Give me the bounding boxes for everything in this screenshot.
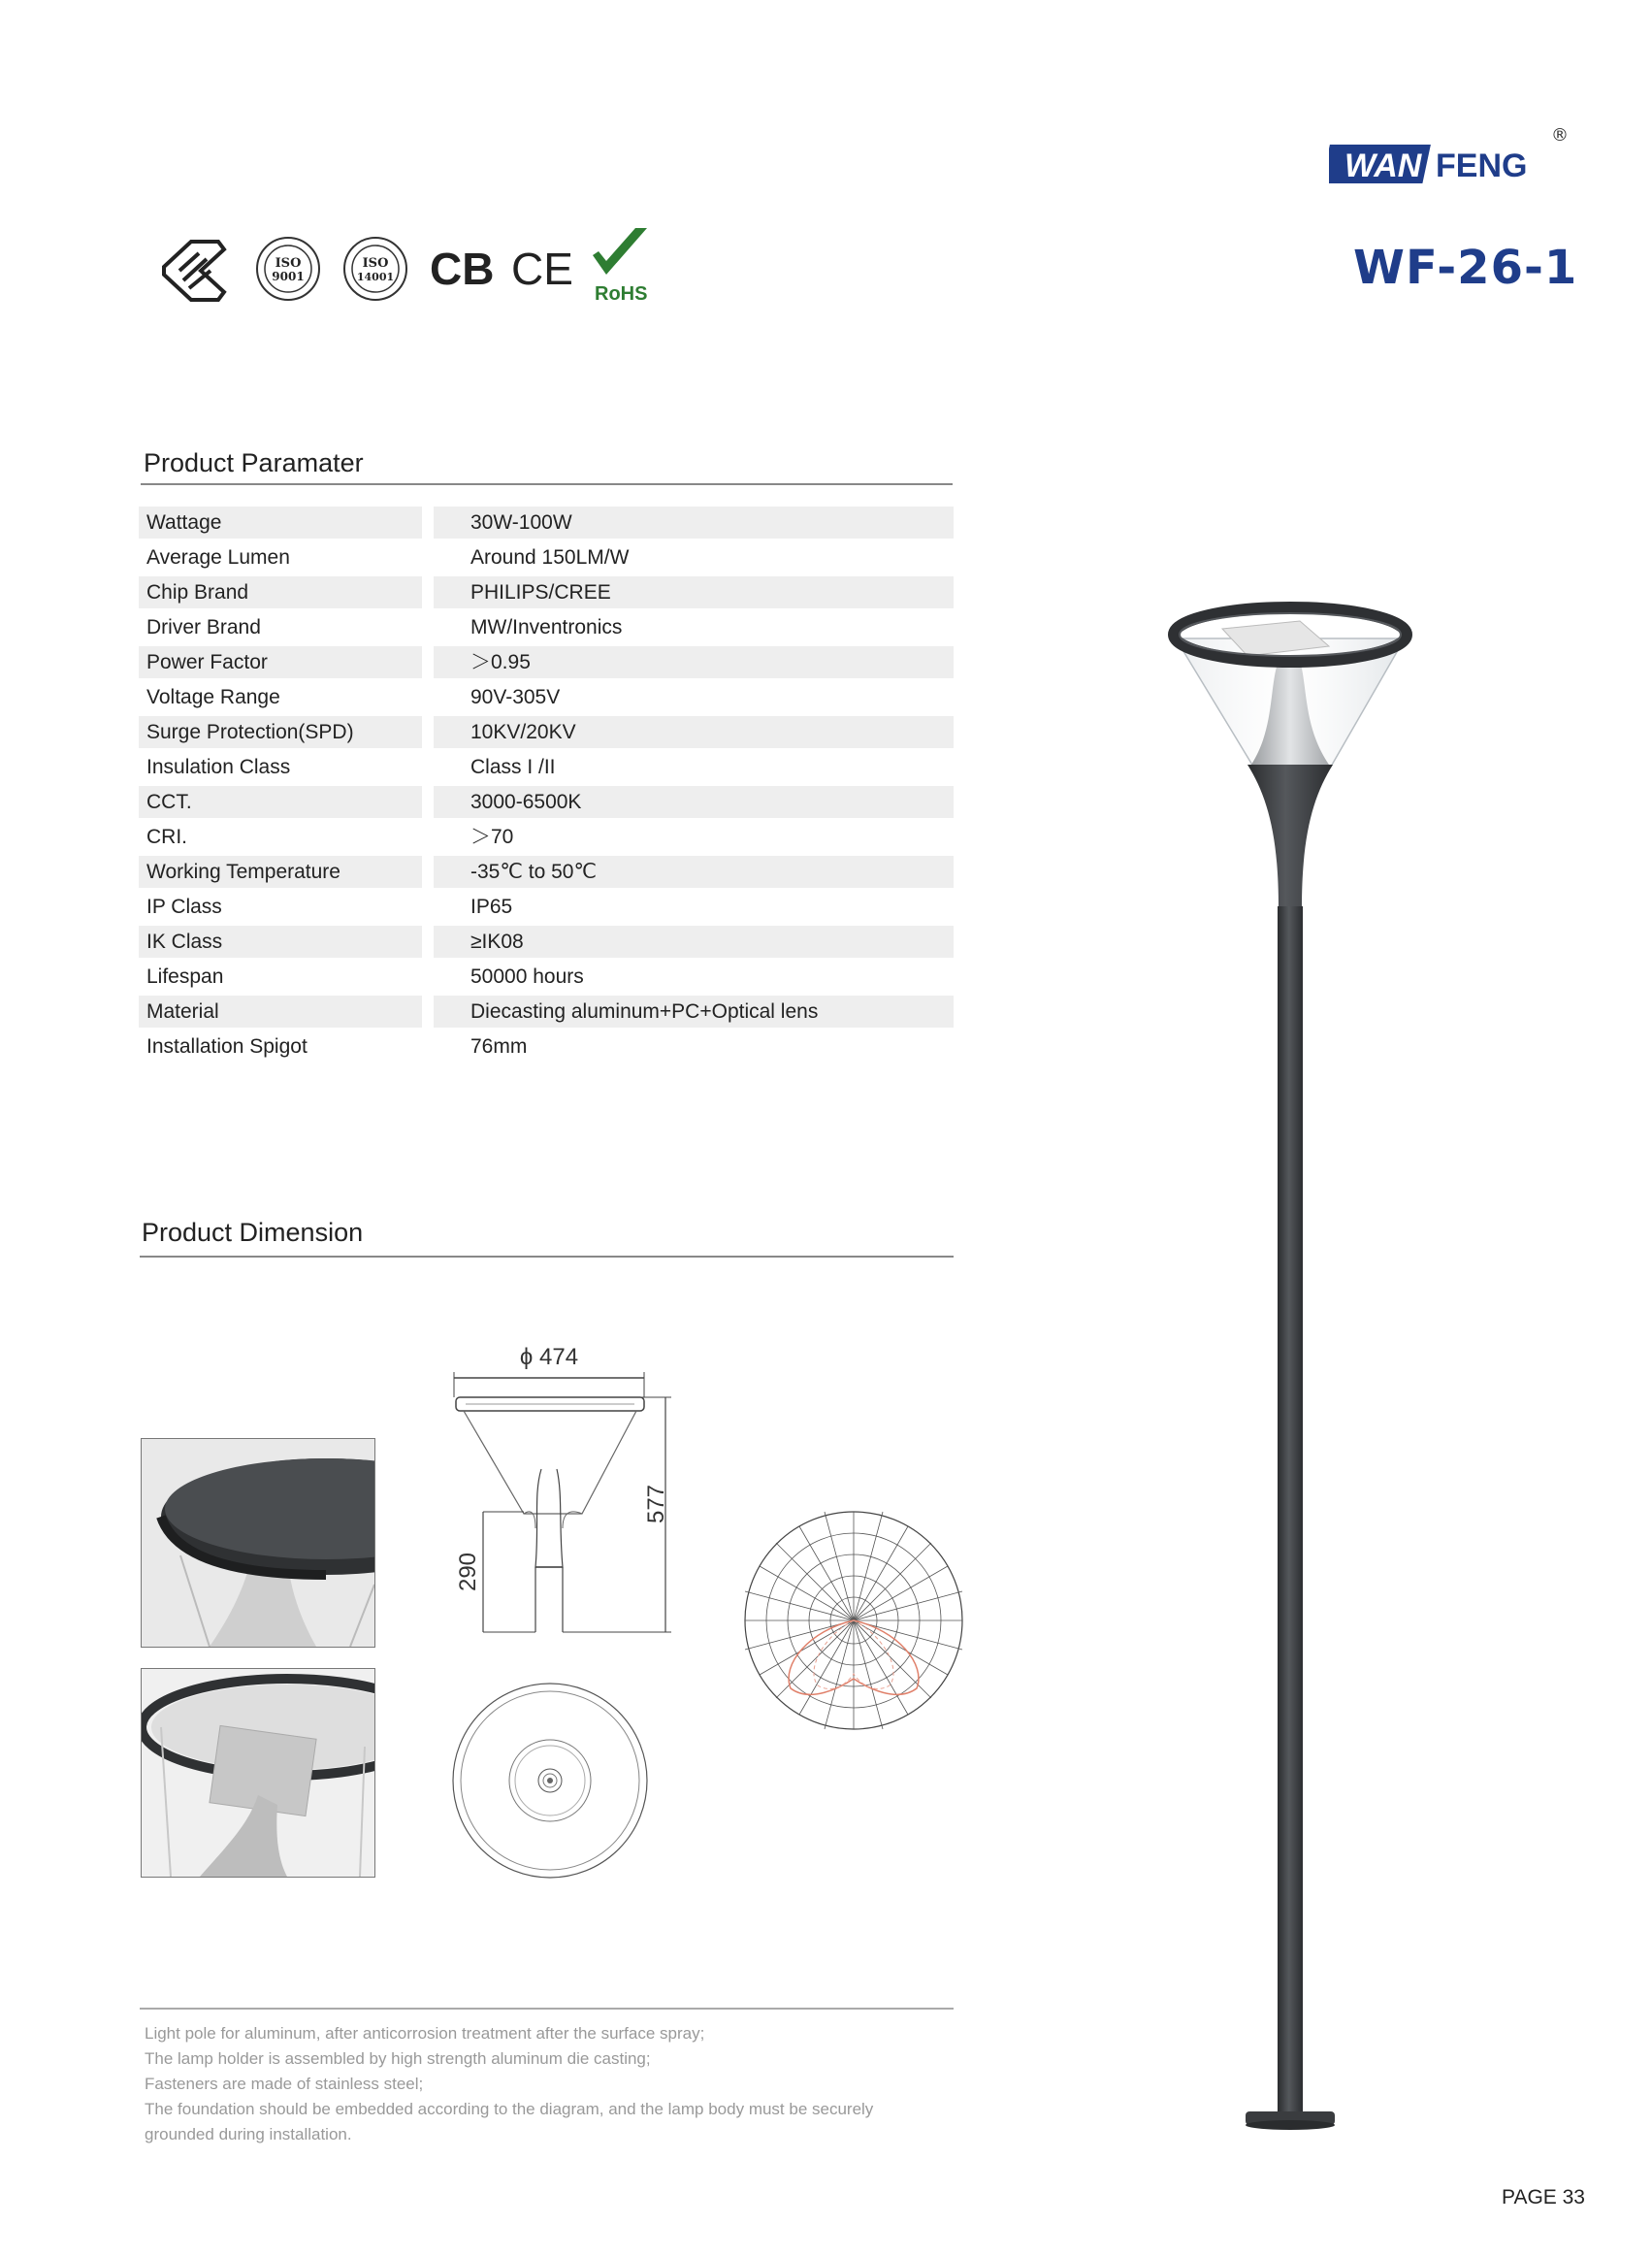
table-row [139,751,954,786]
height-label: 577 [643,1484,669,1524]
param-label: Chip Brand [139,576,422,608]
param-value: 3000-6500K [434,786,954,818]
svg-text:ISO: ISO [362,256,389,271]
param-value: Around 150LM/W [470,546,630,569]
param-value: MW/Inventronics [470,616,623,638]
param-value: PHILIPS/CREE [434,576,954,608]
pole-shaft [1278,906,1303,2115]
installation-notes [145,2021,959,2147]
param-value: ≥IK08 [434,926,954,958]
svg-text:RoHS: RoHS [595,283,648,305]
plan-view-drawing [448,1679,652,1882]
note-line: Fasteners are made of stainless steel; [145,2075,424,2093]
svg-text:ISO: ISO [275,256,302,271]
param-value: 30W-100W [434,507,954,539]
diameter-label: ϕ 474 [519,1344,579,1370]
product-render-pole-lamp [1154,602,1426,2144]
rohs-logo [593,228,647,305]
lamp-underside-photo [141,1668,375,1878]
notes-rule [140,2008,954,2010]
parameter-table [139,507,954,1065]
param-value: 50000 hours [470,965,584,988]
param-label: Surge Protection(SPD) [139,716,422,748]
table-row [139,646,954,681]
side-elevation-drawing [427,1339,698,1659]
param-value: -35℃ to 50℃ [434,856,954,888]
param-label: Working Temperature [139,856,422,888]
param-label: Driver Brand [146,616,261,638]
table-row [139,926,954,961]
param-value: Diecasting aluminum+PC+Optical lens [434,996,954,1028]
param-label: Material [139,996,422,1028]
parameter-title-rule [141,483,953,485]
table-row [139,856,954,891]
note-line: The foundation should be embedded according to the diagram, and the lamp body must be securely [145,2100,874,2118]
lamp-top-photo [141,1438,375,1648]
param-label: IP Class [146,896,222,918]
model-title: WF-26-1 [1353,241,1578,295]
param-label: CRI. [146,826,187,848]
note-line: grounded during installation. [145,2125,352,2143]
parameter-section-title: Product Paramater [144,448,364,477]
table-row [139,891,954,926]
table-row [139,541,954,576]
table-row [139,996,954,1030]
param-label: Lifespan [146,965,224,988]
light-distribution-diagram [742,1509,965,1732]
param-label: CCT. [139,786,422,818]
table-row [139,681,954,716]
ce-mark: CE [511,244,573,294]
table-row [139,716,954,751]
param-label: Power Factor [139,646,422,678]
table-row [139,961,954,996]
certification-logos [150,228,664,311]
param-value: ＞0.95 [434,646,954,678]
enec-logo [164,242,224,300]
iso-14001-seal [344,238,406,300]
svg-text:9001: 9001 [272,270,305,283]
table-row [139,611,954,646]
param-label: IK Class [139,926,422,958]
param-label: Average Lumen [146,546,290,569]
param-value: 10KV/20KV [434,716,954,748]
table-row [139,1030,954,1065]
param-value: 90V-305V [470,686,561,708]
param-label: Insulation Class [146,756,291,778]
page-number: PAGE 33 [1502,2186,1585,2208]
param-label: Wattage [139,507,422,539]
registered-mark: ® [1551,125,1569,146]
param-value: IP65 [470,896,513,918]
param-value: ＞70 [470,826,514,848]
param-value: Class I /II [470,756,556,778]
note-line: The lamp holder is assembled by high strength aluminum die casting; [145,2049,651,2068]
svg-text:14001: 14001 [356,271,395,283]
cb-mark: CB [430,244,495,294]
iso-9001-seal [257,238,319,300]
neck-height-label: 290 [455,1552,481,1592]
table-row [139,507,954,541]
table-row [139,576,954,611]
table-row [139,786,954,821]
brand-name-right: FENG [1436,147,1528,184]
param-label: Voltage Range [146,686,280,708]
brand-logo [1329,121,1571,189]
param-label: Installation Spigot [146,1035,308,1058]
table-row [139,821,954,856]
param-value: 76mm [470,1035,528,1058]
dimension-section-title: Product Dimension [142,1218,364,1247]
dimension-title-rule [140,1256,954,1258]
brand-name-left: WAN [1344,147,1422,184]
note-line: Light pole for aluminum, after anticorrosion treatment after the surface spray; [145,2024,705,2043]
